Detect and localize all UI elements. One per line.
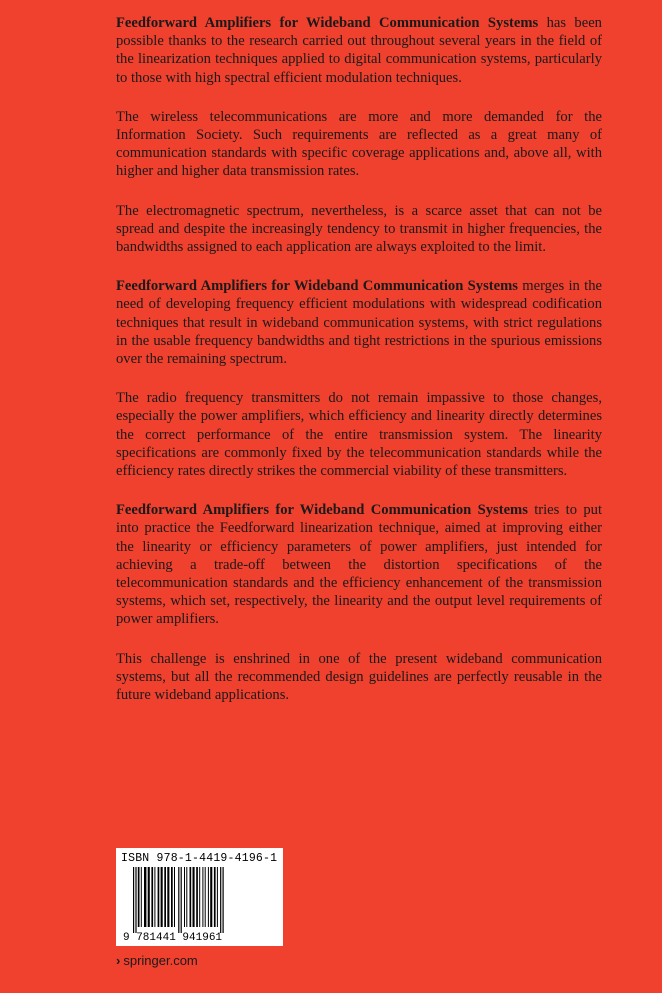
paragraph-4-title: Feedforward Amplifiers for Wideband Communication Systems [116, 278, 518, 295]
barcode-bar [161, 867, 163, 927]
barcode-bar [138, 867, 140, 927]
barcode-bar [133, 867, 134, 933]
isbn-label: ISBN 978-1-4419-4196-1 [121, 852, 278, 865]
barcode-bar [144, 867, 146, 927]
barcode-bar [151, 867, 153, 927]
paragraph-1-body: has been possible thanks to the research carried out throughout several years in the field of the linearization techniques applied to digital communication systems, particularly to those with high spectral efficient modulation techniques. [116, 15, 602, 86]
barcode-bar [174, 867, 175, 927]
barcode-bar [208, 867, 209, 927]
paragraph-3 [116, 202, 602, 257]
barcode-bar [196, 867, 198, 927]
paragraph-6-title: Feedforward Amplifiers for Wideband Communication Systems [116, 502, 528, 519]
paragraph-7 [116, 650, 602, 705]
paragraph-7-body: This challenge is enshrined in one of the present wideband communication systems, but all the recommended design guidelines are perfectly reusable in the future wideband applications. [116, 650, 602, 704]
paragraph-6-body: tries to put into practice the Feedforward linearization technique, aimed at improving either the linearity or efficiency parameters of power amplifiers, just intended for achieving a trade-off between the distortion specifications of the telecommunication standards and the efficiency enhancement of the transmission systems, which set, respectively, the linearity and the output level requirements of power amplifiers. [116, 502, 602, 628]
barcode-bar [190, 867, 192, 927]
barcode-bar [217, 867, 218, 927]
barcode-bar [141, 867, 142, 927]
barcode-bar [184, 867, 185, 927]
barcode-bar [223, 867, 224, 933]
paragraph-2-body: The wireless telecommunications are more and more demanded for the Information Society. Such requirements are reflected as a great many of communication standards with specific coverage applications and, above all, with higher and higher data transmission rates. [116, 108, 602, 180]
barcode-bar [193, 867, 195, 927]
barcode-bar [220, 867, 221, 933]
isbn-barcode [116, 848, 283, 946]
paragraph-1 [116, 14, 602, 87]
barcode-bar [171, 867, 173, 927]
paragraph-4-body: merges in the need of developing frequency efficient modulations with widespread codification techniques that result in wideband communication systems, with strict regulations in the usable frequency bandwidths and tight restrictions in the spurious emissions over the remaining spectrum. [116, 278, 602, 368]
barcode-bar [158, 867, 160, 927]
barcode-bar [148, 867, 150, 927]
publisher-link[interactable] [116, 953, 198, 968]
publisher-url: springer.com [123, 953, 198, 968]
barcode-bar [186, 867, 187, 927]
barcode-bar [154, 867, 155, 927]
paragraph-5 [116, 389, 602, 480]
barcode-digits: 9 781441 941961 [123, 932, 223, 943]
paragraph-6 [116, 501, 602, 628]
barcode-graphic [121, 867, 278, 943]
paragraph-5-body: The radio frequency transmitters do not remain impassive to those changes, especially the power amplifiers, which efficiency and linearity directly determines the correct performance of the entire transmission system. The linearity specifications are commonly fixed by the telecommunication standards while the efficiency rates directly strikes the commercial viability of these transmitters. [116, 390, 602, 480]
barcode-bar [205, 867, 206, 927]
back-cover-text [116, 14, 602, 725]
barcode-bar [202, 867, 203, 927]
paragraph-1-title: Feedforward Amplifiers for Wideband Communication Systems [116, 15, 539, 31]
barcode-bar [214, 867, 216, 927]
barcode-bar [164, 867, 166, 927]
barcode-bar [178, 867, 179, 933]
paragraph-3-body: The electromagnetic spectrum, nevertheless, is a scarce asset that can not be spread and despite the increasingly tendency to transmit in higher frequencies, the bandwidths assigned to each application are always exploited to the limit. [116, 202, 602, 256]
barcode-bar [210, 867, 212, 927]
chevron-right-icon: › [116, 953, 121, 968]
barcode-bar [199, 867, 200, 927]
paragraph-4 [116, 277, 602, 368]
barcode-bar [181, 867, 182, 933]
barcode-bar [135, 867, 136, 933]
paragraph-2 [116, 108, 602, 181]
barcode-bar [167, 867, 169, 927]
